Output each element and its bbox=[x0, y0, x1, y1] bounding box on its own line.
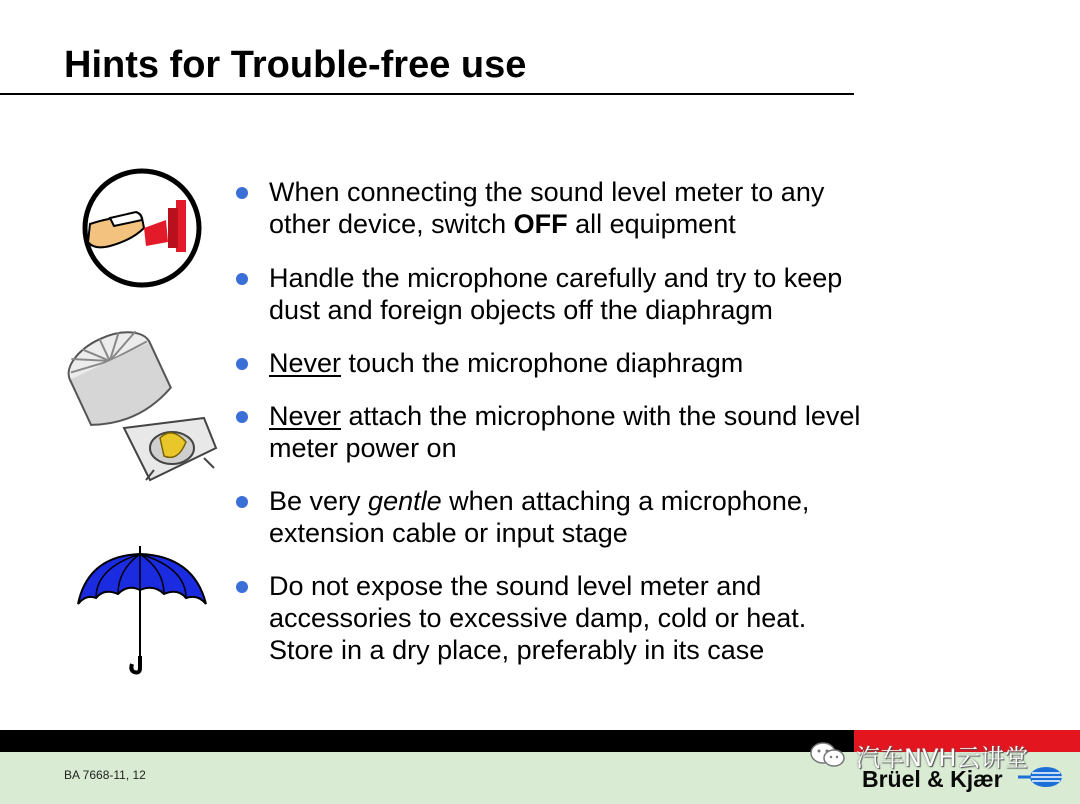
bullet-icon bbox=[236, 581, 248, 593]
text-run: all equipment bbox=[567, 209, 736, 239]
text-run: dust and foreign objects off the diaphragm bbox=[269, 295, 773, 325]
text-run-bold: OFF bbox=[513, 209, 568, 239]
text-run: When connecting the sound level meter to any bbox=[269, 177, 825, 207]
wechat-icon bbox=[808, 740, 848, 770]
bullet-icon bbox=[236, 273, 248, 285]
bullet-icon bbox=[236, 411, 248, 423]
bullet-icon bbox=[236, 187, 248, 199]
title-underline bbox=[0, 93, 854, 95]
microphone-cartridge-icon bbox=[54, 330, 222, 486]
text-run: when attaching a microphone, bbox=[441, 486, 810, 516]
text-run-underlined: Never bbox=[269, 401, 342, 431]
list-item-text bbox=[269, 485, 959, 549]
list-item-text bbox=[269, 176, 959, 240]
text-run: Be very bbox=[269, 486, 369, 516]
text-run: extension cable or input stage bbox=[269, 518, 628, 548]
text-run: attach the microphone with the sound level bbox=[341, 401, 861, 431]
bullet-icon bbox=[236, 496, 248, 508]
page-title: Hints for Trouble-free use bbox=[64, 44, 527, 86]
watermark-text: 汽车NVH云讲堂 bbox=[856, 744, 1029, 772]
text-run: accessories to excessive damp, cold or heat. bbox=[269, 603, 807, 633]
text-run-underlined: Never bbox=[269, 348, 342, 378]
list-item-text bbox=[269, 570, 959, 666]
finger-near-plug-icon bbox=[80, 166, 204, 290]
text-run: Store in a dry place, preferably in its case bbox=[269, 635, 765, 665]
text-run: other device, switch bbox=[269, 209, 514, 239]
brand-name: Brüel & Kjær bbox=[862, 766, 1003, 792]
text-run: touch the microphone diaphragm bbox=[341, 348, 744, 378]
list-item-text bbox=[269, 400, 959, 464]
text-run: Handle the microphone carefully and try to keep bbox=[269, 263, 843, 293]
text-run: Do not expose the sound level meter and bbox=[269, 571, 762, 601]
list-item-text bbox=[269, 347, 959, 379]
list-item-text bbox=[269, 262, 959, 326]
umbrella-icon bbox=[74, 544, 210, 676]
text-run: meter power on bbox=[269, 433, 457, 463]
bk-logo-icon bbox=[1016, 764, 1064, 790]
text-run-italic: gentle bbox=[368, 486, 442, 516]
document-code: BA 7668-11, 12 bbox=[64, 768, 146, 782]
bullet-icon bbox=[236, 358, 248, 370]
